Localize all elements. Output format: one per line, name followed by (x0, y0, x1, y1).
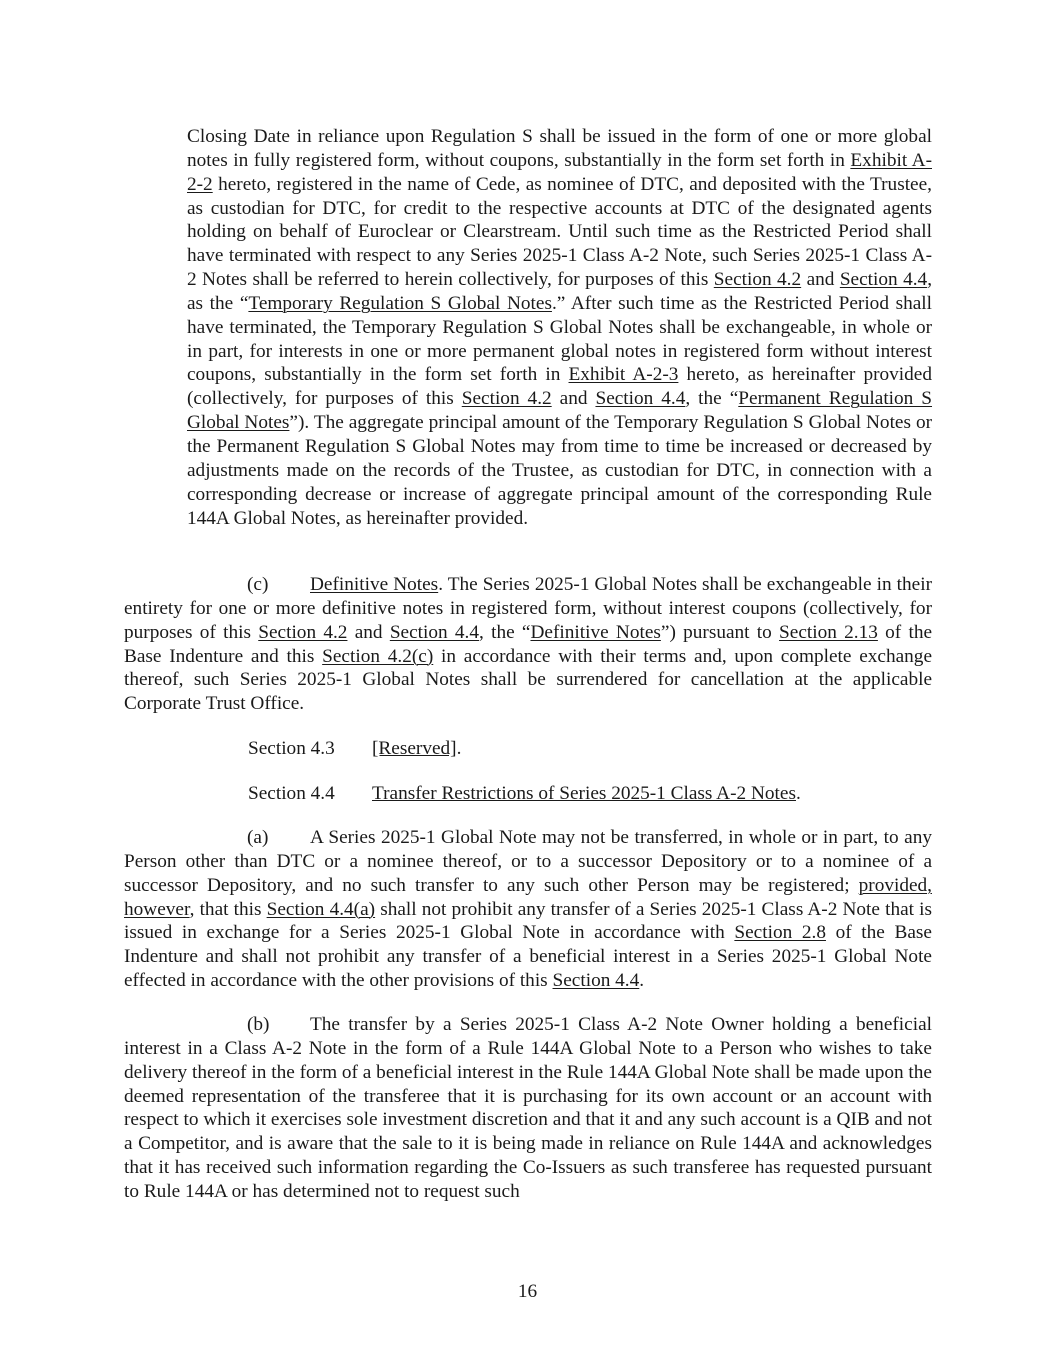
section-reference: Section 4.4 (389, 621, 480, 643)
page-number: 16 (517, 1281, 538, 1302)
text-span: .” After such time as the Restricted Period shall have terminated, the Temporary Regulation S Global Notes shall be exchangeable, in whole or in part, for interests in one or more permanent global notes in registered form without interest coupons, substantially in the form set forth in (187, 292, 932, 386)
section-reference: Section 4.4 (839, 269, 928, 291)
text-span: , the “ (479, 621, 531, 643)
section-reference: Section 2.8 (734, 922, 826, 944)
paragraph-label: (b) (247, 1014, 270, 1035)
paragraph-label: (a) (247, 827, 269, 848)
defined-term: Permanent Regulation S Global Notes (187, 388, 933, 434)
section-reference: Section 4.4 (595, 388, 686, 410)
text-span: , that this (189, 898, 267, 920)
text-span: ”) pursuant to (660, 621, 780, 643)
paragraph-a (124, 826, 932, 993)
text-span: of the Base Indenture and this (124, 621, 933, 667)
text-span: The transfer by a Series 2025-1 Class A-2 Note Owner holding a beneficial interest in a Class A-2 Note in the form of a Rule 144A Global Note to a Person who wishes to take delivery thereof in the form of a beneficial interest in the Rule 144A Global Note shall be made upon the deemed representation of the transferee that it is purchasing for its own account or an account with respect to which it exercises sole investment discretion and that it and any such account is a QIB and not a Competitor, and is aware that the sale to it is being made in reliance on Rule 144A and acknowledges that it has received such information regarding the Co-Issuers as such transferee has requested pursuant to Rule 144A or has determined not to request such (124, 1014, 932, 1202)
text-span: . (795, 783, 801, 804)
section-title: [Reserved] (372, 738, 457, 759)
text-span: . The Series 2025-1 Global Notes shall be exchangeable in their entirety for one or more definitive notes in registered form, without interest coupons (collectively, for purposes of this (124, 574, 932, 643)
text-span: in accordance with their terms and, upon complete exchange thereof, such Series 2025-1 Global Notes shall be surrendered for cancellation at the applicable Corporate Trust Office. (124, 645, 933, 715)
defined-term: Definitive Notes (530, 621, 661, 643)
exhibit-reference: Exhibit A-2-2 (187, 149, 932, 195)
text-span: and (347, 621, 390, 643)
section-reference: Section 4.4 (552, 970, 640, 992)
text-span: . (456, 738, 462, 759)
proviso-term: provided, however (124, 874, 932, 920)
text-span: of the Base Indenture and shall not prohibit any transfer of a beneficial interest in a Series 2025-1 Global Note effected in accordance with the other provisions of this (124, 922, 932, 992)
text-span: hereto, as hereinafter provided (collectively, for purposes of this (187, 364, 933, 410)
section-heading-4-3 (248, 737, 461, 761)
paragraph-title: Definitive Notes (310, 574, 439, 595)
exhibit-reference: Exhibit A-2-3 (568, 364, 679, 386)
text-span: , the “ (685, 388, 739, 410)
section-reference: Section 4.2 (461, 388, 552, 410)
section-reference: Section 4.2(c) (322, 645, 434, 667)
text-span: ”). The aggregate principal amount of the Temporary Regulation S Global Notes or the Permanent Regulation S Global Notes may from time to time be increased or decreased by adjustments made on the records of the Trustee, as custodian for DTC, in connection with a corresponding decrease or increase of aggregate principal amount of the corresponding Rule 144A Global Notes, as hereinafter provided. (187, 412, 933, 529)
section-title: Transfer Restrictions of Series 2025-1 Class A-2 Notes (372, 783, 796, 804)
text-span: Closing Date in reliance upon Regulation S shall be issued in the form of one or more global notes in fully registered form, without coupons, substantially in the form set forth in (187, 126, 932, 171)
section-reference: Section 4.2 (713, 269, 802, 291)
text-span: and (801, 269, 840, 291)
text-span: shall not prohibit any transfer of a Series 2025-1 Class A-2 Note that is issued in exchange for a Series 2025-1 Global Note in accordance with (124, 898, 932, 944)
section-number: Section 4.4 (248, 783, 335, 804)
paragraph-c (124, 573, 932, 716)
text-span: A Series 2025-1 Global Note may not be transferred, in whole or in part, to any Person other than DTC or a nominee thereof, or to a successor Depository or to a nominee of a successor Depository, and no such transfer to any such other Person may be registered; (124, 827, 932, 896)
text-span: , as the “ (187, 269, 933, 314)
section-heading-4-4 (248, 782, 801, 806)
text-span: hereto, registered in the name of Cede, as nominee of DTC, and deposited with the Trustee, as custodian for DTC, for credit to the respective accounts at DTC of the designated agents holding on behalf of Euroclear or Clearstream. Until such time as the Restricted Period shall have terminated with respect to any Series 2025-1 Class A-2 Note, such Series 2025-1 Class A-2 Notes shall be referred to herein collectively, for purposes of this (187, 173, 932, 291)
section-number: Section 4.3 (248, 738, 335, 759)
text-span: . (639, 970, 645, 992)
section-reference: Section 4.4(a) (266, 898, 376, 920)
text-span: and (551, 388, 596, 410)
paragraph-label: (c) (247, 574, 269, 595)
paragraph-b (124, 1013, 932, 1204)
defined-term: Temporary Regulation S Global Notes (248, 292, 552, 314)
section-reference: Section 4.2 (258, 621, 348, 643)
section-reference: Section 2.13 (779, 621, 878, 643)
paragraph-b-continued (187, 125, 932, 530)
